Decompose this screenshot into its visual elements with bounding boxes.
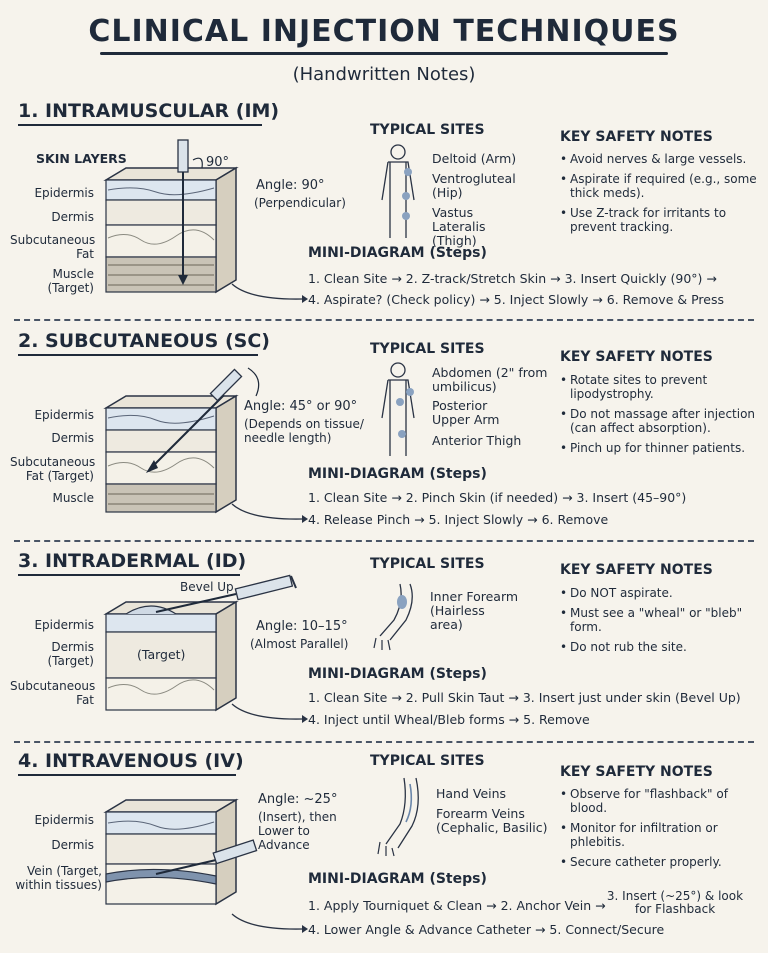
title-underline bbox=[100, 52, 668, 55]
im-sites-header: TYPICAL SITES bbox=[370, 122, 485, 138]
layer-label-epidermis: Epidermis bbox=[34, 813, 94, 827]
iv-sites-header: TYPICAL SITES bbox=[370, 753, 485, 769]
section-iv-title: 4. INTRAVENOUS (IV) bbox=[18, 750, 244, 772]
body-figure-icon bbox=[370, 142, 426, 242]
im-steps-line-2: 4. Aspirate? (Check policy) → 5. Inject Slowly → 6. Remove & Press bbox=[308, 292, 724, 307]
skin-layers-label: SKIN LAYERS bbox=[36, 151, 127, 166]
layer-label-subcutaneous: Subcutaneous Fat bbox=[10, 233, 96, 261]
sc-skin-block-diagram bbox=[96, 360, 266, 520]
id-steps-line-1: 1. Clean Site → 2. Pull Skin Taut → 3. Insert just under skin (Bevel Up) bbox=[308, 690, 741, 705]
sc-note-3: • Pinch up for thinner patients. bbox=[560, 441, 760, 455]
id-notes-list bbox=[560, 586, 760, 660]
id-note-1: • Do NOT aspirate. bbox=[560, 586, 760, 600]
sc-sites-header: TYPICAL SITES bbox=[370, 341, 485, 357]
iv-note-2: • Monitor for infiltration or phlebitis. bbox=[560, 821, 760, 849]
sc-angle-label: Angle: 45° or 90° bbox=[244, 399, 358, 414]
id-note-3: • Do not rub the site. bbox=[560, 640, 760, 654]
id-site-forearm: Inner Forearm (Hairless area) bbox=[430, 589, 519, 632]
iv-notes-list bbox=[560, 787, 760, 875]
section-divider bbox=[14, 319, 754, 321]
id-note-2: • Must see a "wheal" or "bleb" form. bbox=[560, 606, 760, 634]
sc-note-1: • Rotate sites to prevent lipodystrophy. bbox=[560, 373, 760, 401]
layer-label-subcutaneous-target: Subcutaneous Fat (Target) bbox=[10, 455, 96, 483]
arm-veins-icon bbox=[372, 776, 432, 856]
im-note-2: • Aspirate if required (e.g., some thick meds). bbox=[560, 172, 760, 200]
section-id-title: 3. INTRADERMAL (ID) bbox=[18, 550, 247, 572]
id-notes-header: KEY SAFETY NOTES bbox=[560, 562, 713, 578]
layer-label-dermis: Dermis bbox=[51, 838, 94, 852]
section-im-title: 1. INTRAMUSCULAR (IM) bbox=[18, 100, 280, 122]
iv-site-hand-veins: Hand Veins bbox=[436, 786, 507, 801]
flow-arrow bbox=[230, 702, 310, 726]
layer-label-epidermis: Epidermis bbox=[34, 408, 94, 422]
layer-label-epidermis: Epidermis bbox=[34, 186, 94, 200]
sc-steps-line-1: 1. Clean Site → 2. Pinch Skin (if needed) → 3. Insert (45–90°) bbox=[308, 490, 687, 505]
sc-notes-list bbox=[560, 373, 760, 461]
layer-label-dermis-target: Dermis (Target) bbox=[47, 640, 94, 668]
im-notes-list bbox=[560, 152, 760, 240]
iv-site-forearm-veins: Forearm Veins (Cephalic, Basilic) bbox=[436, 806, 548, 835]
section-sc-title: 2. SUBCUTANEOUS (SC) bbox=[18, 330, 270, 352]
flow-arrow bbox=[230, 282, 310, 306]
flow-arrow bbox=[230, 502, 310, 526]
section-divider bbox=[14, 741, 754, 743]
im-site-vastus: Vastus Lateralis (Thigh) bbox=[432, 205, 486, 248]
im-angle-mark: 90° bbox=[206, 155, 230, 170]
id-target-label: (Target) bbox=[137, 647, 186, 662]
page-title: CLINICAL INJECTION TECHNIQUES bbox=[88, 14, 680, 49]
iv-steps-header: MINI-DIAGRAM (Steps) bbox=[308, 871, 487, 887]
im-note-3: • Use Z-track for irritants to prevent tracking. bbox=[560, 206, 760, 234]
sc-steps-line-2: 4. Release Pinch → 5. Inject Slowly → 6. Remove bbox=[308, 512, 609, 527]
iv-notes-header: KEY SAFETY NOTES bbox=[560, 764, 713, 780]
iv-angle-sub: (Insert), then Lower to Advance bbox=[258, 810, 337, 852]
iv-note-3: • Secure catheter properly. bbox=[560, 855, 760, 869]
im-note-1: • Avoid nerves & large vessels. bbox=[560, 152, 760, 166]
id-angle-sub: (Almost Parallel) bbox=[250, 637, 349, 651]
section-underline bbox=[18, 124, 262, 126]
id-steps-header: MINI-DIAGRAM (Steps) bbox=[308, 666, 487, 682]
page-subtitle: (Handwritten Notes) bbox=[292, 64, 476, 85]
section-divider bbox=[14, 540, 754, 542]
flow-arrow bbox=[230, 912, 310, 936]
sc-site-thigh: Anterior Thigh bbox=[432, 433, 522, 448]
id-angle-label: Angle: 10–15° bbox=[256, 619, 348, 634]
im-notes-header: KEY SAFETY NOTES bbox=[560, 129, 713, 145]
bevel-up-label: Bevel Up bbox=[180, 580, 234, 594]
layer-label-subcutaneous: Subcutaneous Fat bbox=[10, 679, 96, 707]
iv-skin-block-diagram bbox=[96, 776, 266, 926]
id-sites-header: TYPICAL SITES bbox=[370, 556, 485, 572]
sc-steps-header: MINI-DIAGRAM (Steps) bbox=[308, 466, 487, 482]
sc-site-abdomen: Abdomen (2" from umbilicus) bbox=[432, 365, 548, 394]
layer-label-epidermis: Epidermis bbox=[34, 618, 94, 632]
sc-site-posterior-arm: Posterior Upper Arm bbox=[432, 398, 500, 427]
iv-steps-line-1b: 3. Insert (~25°) & look for Flashback bbox=[606, 889, 744, 916]
section-underline bbox=[18, 354, 258, 356]
sc-note-2: • Do not massage after injection (can affect absorption). bbox=[560, 407, 760, 435]
iv-steps-line-1a: 1. Apply Tourniquet & Clean → 2. Anchor Vein → bbox=[308, 898, 606, 913]
im-angle-label: Angle: 90° bbox=[256, 178, 325, 193]
layer-label-dermis: Dermis bbox=[51, 210, 94, 224]
layer-label-dermis: Dermis bbox=[51, 431, 94, 445]
im-steps-header: MINI-DIAGRAM (Steps) bbox=[308, 245, 487, 261]
forearm-icon bbox=[370, 580, 426, 650]
im-site-ventrogluteal: Ventrogluteal (Hip) bbox=[432, 171, 516, 200]
sc-notes-header: KEY SAFETY NOTES bbox=[560, 349, 713, 365]
iv-angle-label: Angle: ~25° bbox=[258, 792, 338, 807]
id-steps-line-2: 4. Inject until Wheal/Bleb forms → 5. Remove bbox=[308, 712, 590, 727]
body-figure-icon bbox=[370, 360, 426, 460]
layer-label-muscle-target: Muscle (Target) bbox=[47, 267, 94, 295]
iv-note-1: • Observe for "flashback" of blood. bbox=[560, 787, 760, 815]
layer-label-vein-target: Vein (Target, within tissues) bbox=[15, 864, 102, 892]
im-site-deltoid: Deltoid (Arm) bbox=[432, 151, 517, 166]
im-steps-line-1: 1. Clean Site → 2. Z-track/Stretch Skin → 3. Insert Quickly (90°) → bbox=[308, 271, 717, 286]
iv-steps-line-2: 4. Lower Angle & Advance Catheter → 5. Connect/Secure bbox=[308, 922, 665, 937]
im-angle-sub: (Perpendicular) bbox=[254, 196, 346, 210]
layer-label-muscle: Muscle bbox=[52, 491, 94, 505]
sc-angle-sub: (Depends on tissue/ needle length) bbox=[244, 417, 364, 445]
